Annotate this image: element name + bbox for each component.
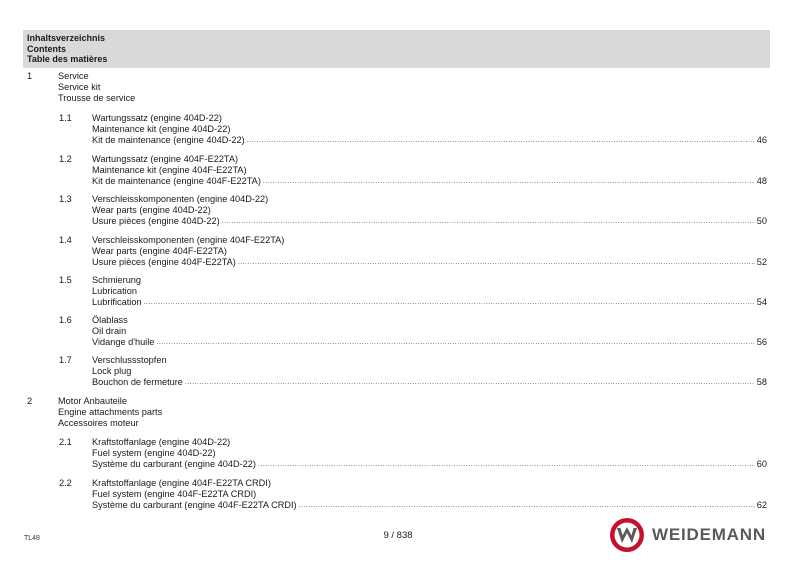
entry-title-en: Maintenance kit (engine 404D-22) <box>92 124 231 134</box>
entry-number: 1.4 <box>59 235 72 245</box>
entry-page-number[interactable]: 52 <box>756 257 767 267</box>
toc-header <box>23 30 770 68</box>
entry-page-number[interactable]: 62 <box>756 500 767 510</box>
dot-leader <box>238 257 755 268</box>
entry-title-fr: Vidange d'huile <box>92 337 155 347</box>
entry-page-number[interactable]: 50 <box>756 216 767 226</box>
entry-number: 2.2 <box>59 478 72 488</box>
entry-page-number[interactable]: 56 <box>756 337 767 347</box>
entry-title-de: Kraftstoffanlage (engine 404F-E22TA CRDI) <box>92 478 271 488</box>
entry-number: 1.2 <box>59 154 72 164</box>
entry-title-en: Fuel system (engine 404F-E22TA CRDI) <box>92 489 257 499</box>
entry-number: 1.7 <box>59 355 72 365</box>
entry-title-en: Fuel system (engine 404D-22) <box>92 448 216 458</box>
entry-title-fr: Système du carburant (engine 404F-E22TA CRDI) <box>92 500 297 510</box>
section-number: 1 <box>27 71 33 81</box>
toc-title-de: Inhaltsverzeichnis <box>27 33 106 43</box>
dot-leader <box>222 216 755 227</box>
entry-title-de: Schmierung <box>92 275 142 285</box>
entry-title-de: Wartungssatz (engine 404D-22) <box>92 113 222 123</box>
entry-number: 1.3 <box>59 194 72 204</box>
section-title-fr: Trousse de service <box>58 93 136 103</box>
entry-title-de: Kraftstoffanlage (engine 404D-22) <box>92 437 231 447</box>
section-title-en: Engine attachments parts <box>58 407 163 417</box>
entry-title-de: Verschleisskomponenten (engine 404D-22) <box>92 194 269 204</box>
brand-name: WEIDEMANN <box>652 525 766 544</box>
entry-page-number[interactable]: 58 <box>756 377 767 387</box>
weidemann-w-icon <box>608 516 646 554</box>
entry-title-fr: Kit de maintenance (engine 404D-22) <box>92 135 245 145</box>
entry-page-number[interactable]: 46 <box>756 135 767 145</box>
document-code: TL48 <box>24 535 40 542</box>
entry-title-fr: Kit de maintenance (engine 404F-E22TA) <box>92 176 261 186</box>
entry-title-de: Wartungssatz (engine 404F-E22TA) <box>92 154 239 164</box>
entry-title-en: Maintenance kit (engine 404F-E22TA) <box>92 165 247 175</box>
entry-title-fr: Système du carburant (engine 404D-22) <box>92 459 256 469</box>
dot-leader <box>247 135 755 146</box>
page-indicator: 9 / 838 <box>383 530 413 541</box>
entry-number: 1.5 <box>59 275 72 285</box>
section-title-de: Motor Anbauteile <box>58 396 127 406</box>
dot-leader <box>263 176 755 187</box>
dot-leader <box>144 297 755 308</box>
entry-page-number[interactable]: 54 <box>756 297 767 307</box>
entry-page-number[interactable]: 48 <box>756 176 767 186</box>
section-title-en: Service kit <box>58 82 101 92</box>
entry-page-number[interactable]: 60 <box>756 459 767 469</box>
entry-title-en: Lubrication <box>92 286 137 296</box>
toc-title-fr: Table des matières <box>27 54 108 64</box>
entry-number: 2.1 <box>59 437 72 447</box>
entry-title-de: Verschlussstopfen <box>92 355 167 365</box>
section-title-fr: Accessoires moteur <box>58 418 139 428</box>
dot-leader <box>156 337 754 348</box>
entry-title-fr: Usure pièces (engine 404D-22) <box>92 216 220 226</box>
dot-leader <box>185 377 755 388</box>
entry-title-fr: Usure pièces (engine 404F-E22TA) <box>92 257 236 267</box>
entry-number: 1.6 <box>59 315 72 325</box>
dot-leader <box>299 500 755 511</box>
entry-title-fr: Bouchon de fermeture <box>92 377 183 387</box>
entry-title-en: Wear parts (engine 404F-E22TA) <box>92 246 227 256</box>
entry-title-en: Lock plug <box>92 366 132 376</box>
weidemann-logo <box>606 516 784 554</box>
entry-number: 1.1 <box>59 113 72 123</box>
toc-title-en: Contents <box>27 43 66 54</box>
entry-title-en: Oil drain <box>92 326 127 336</box>
section-title-de: Service <box>58 71 89 81</box>
dot-leader <box>258 459 755 470</box>
section-number: 2 <box>27 396 33 406</box>
entry-title-fr: Lubrification <box>92 297 142 307</box>
entry-title-en: Wear parts (engine 404D-22) <box>92 205 211 215</box>
entry-title-de: Ölablass <box>92 315 128 325</box>
entry-title-de: Verschleisskomponenten (engine 404F-E22TA) <box>92 235 285 245</box>
